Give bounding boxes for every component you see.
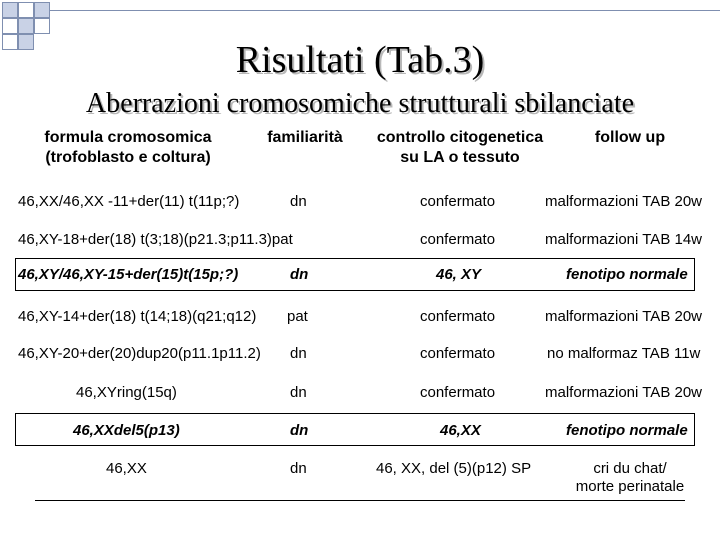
table-cell-followup: fenotipo normale (566, 422, 688, 439)
bottom-divider (35, 500, 685, 501)
table-cell-formula: 46,XXdel5(p13) (73, 422, 180, 439)
table-cell-formula: 46,XY-18+der(18) t(3;18)(p21.3;p11.3)pat (18, 231, 293, 248)
table-cell-followup-line1: cri du chat/ (593, 460, 667, 477)
table-cell-formula: 46,XYring(15q) (76, 384, 177, 401)
table-cell-followup: malformazioni TAB 20w (545, 308, 703, 325)
table-cell-controllo: 46, XY (436, 266, 482, 283)
table-cell-controllo: confermato (420, 308, 496, 325)
decorative-line (50, 10, 720, 11)
table-cell-familiarita: dn (290, 422, 309, 439)
table-cell-followup: no malformaz TAB 11w (547, 345, 701, 362)
table-cell-followup: fenotipo normale (566, 266, 688, 283)
table-cell-familiarita: dn (290, 266, 309, 283)
table-cell-formula: 46,XY-14+der(18) t(14;18)(q21;q12) (18, 308, 257, 325)
decorative-square (2, 2, 18, 18)
table-cell-controllo: confermato (420, 231, 496, 248)
decorative-square (2, 18, 18, 34)
table-cell-followup-line2: morte perinatale (575, 478, 685, 495)
table-cell-followup: malformazioni TAB 20w (545, 384, 703, 401)
header-familiarita: familiarità (267, 129, 343, 146)
header-formula-line1: formula cromosomica (44, 129, 212, 146)
header-controllo (355, 128, 565, 168)
table-cell-formula: 46,XY-20+der(20)dup20(p11.1p11.2) (18, 345, 261, 362)
page-title: Risultati (Tab.3) (235, 39, 485, 81)
table-cell-familiarita: dn (290, 345, 307, 362)
decorative-square (34, 2, 50, 18)
table-cell-formula: 46,XX/46,XX -11+der(11) t(11p;?) (18, 193, 240, 210)
table-cell-formula: 46,XX (106, 460, 147, 477)
header-controllo-line2: su LA o tessuto (400, 149, 520, 166)
table-cell-controllo: 46,XX (440, 422, 481, 439)
table-cell-controllo: confermato (420, 193, 496, 210)
table-cell-familiarita: dn (290, 460, 307, 477)
header-formula (28, 128, 228, 168)
table-cell-controllo: confermato (420, 345, 496, 362)
page-subtitle: Aberrazioni cromosomiche strutturali sbilanciate (85, 88, 635, 119)
decorative-square (34, 18, 50, 34)
table-cell-familiarita: dn (290, 193, 307, 210)
table-cell-followup: malformazioni TAB 20w (545, 193, 703, 210)
table-cell-followup (560, 460, 700, 496)
decorative-square (18, 18, 34, 34)
header-controllo-line1: controllo citogenetica (376, 129, 544, 146)
header-followup: follow up (594, 129, 666, 146)
table-cell-controllo: confermato (420, 384, 496, 401)
table-cell-formula: 46,XY/46,XY-15+der(15)t(15p;?) (18, 266, 239, 283)
table-cell-followup: malformazioni TAB 14w (545, 231, 703, 248)
header-formula-line2: (trofoblasto e coltura) (45, 149, 211, 166)
table-cell-familiarita: pat (287, 308, 308, 325)
decorative-square (18, 2, 34, 18)
table-cell-familiarita: dn (290, 384, 307, 401)
table-cell-controllo: 46, XX, del (5)(p12) SP (376, 460, 532, 477)
